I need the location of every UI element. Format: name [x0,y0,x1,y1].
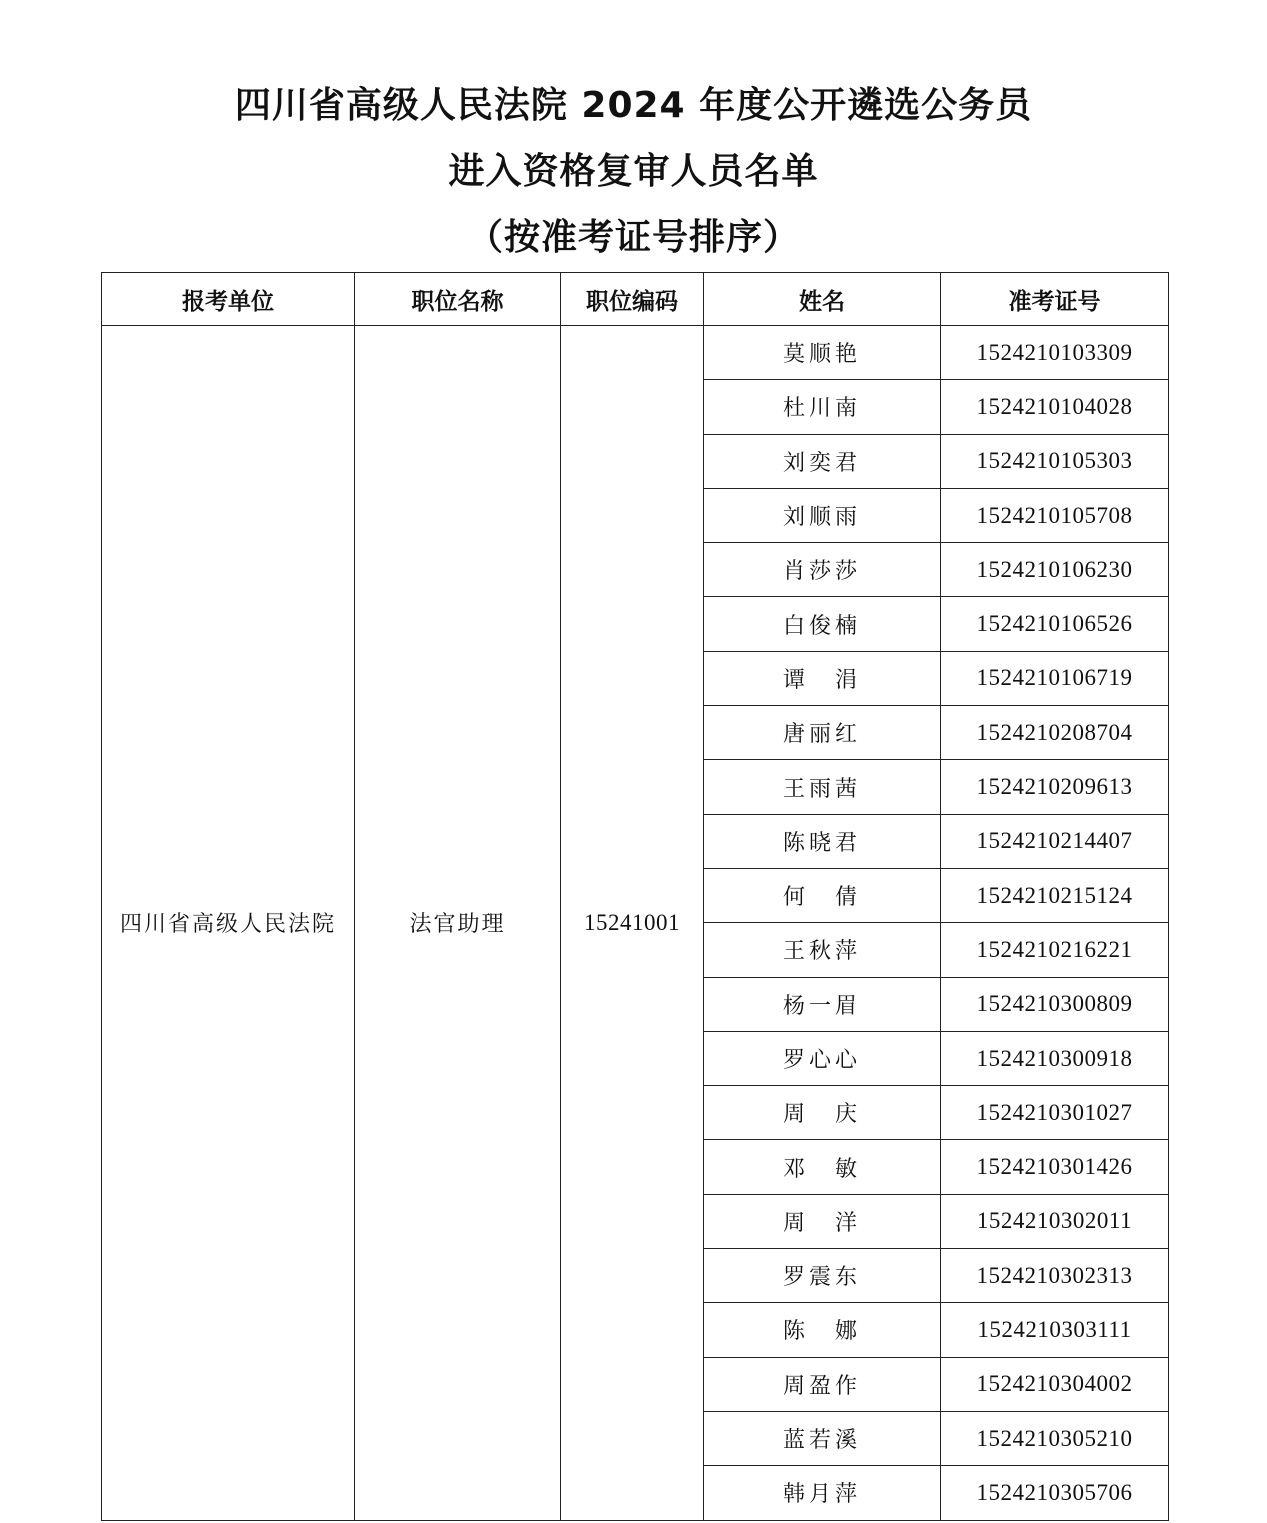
header-ticket: 准考证号 [941,273,1169,326]
header-code: 职位编码 [561,273,704,326]
ticket-number: 1524210104028 [941,380,1169,434]
candidate-name: 周盈作 [704,1357,941,1411]
ticket-number: 1524210105708 [941,488,1169,542]
header-position: 职位名称 [355,273,561,326]
ticket-number: 1524210300918 [941,1031,1169,1085]
table-body [102,326,1169,1521]
document-sort-note: （按准考证号排序） [466,217,800,258]
ticket-number: 1524210305210 [941,1411,1169,1465]
ticket-number: 1524210208704 [941,706,1169,760]
candidate-name: 陈 娜 [704,1303,941,1357]
ticket-number: 1524210305706 [941,1466,1169,1520]
candidate-name: 谭 涓 [704,651,941,705]
candidate-table [101,272,1169,1521]
candidate-name: 韩月萍 [704,1466,941,1520]
ticket-number: 1524210106719 [941,651,1169,705]
candidate-name: 陈晓君 [704,814,941,868]
ticket-number: 1524210301027 [941,1086,1169,1140]
candidate-name: 莫顺艳 [704,326,941,380]
ticket-number: 1524210106230 [941,543,1169,597]
ticket-number: 1524210303111 [941,1303,1169,1357]
ticket-number: 1524210302313 [941,1249,1169,1303]
unit-cell: 四川省高级人民法院 [102,326,355,1521]
ticket-number: 1524210301426 [941,1140,1169,1194]
table-header-row [102,273,1169,326]
ticket-number: 1524210302011 [941,1194,1169,1248]
ticket-number: 1524210103309 [941,326,1169,380]
candidate-name: 蓝若溪 [704,1411,941,1465]
ticket-number: 1524210106526 [941,597,1169,651]
ticket-number: 1524210105303 [941,434,1169,488]
candidate-name: 肖莎莎 [704,543,941,597]
ticket-number: 1524210214407 [941,814,1169,868]
candidate-name: 唐丽红 [704,706,941,760]
table-row [102,326,1169,380]
candidate-name: 白俊楠 [704,597,941,651]
header-unit: 报考单位 [102,273,355,326]
candidate-name: 罗震东 [704,1249,941,1303]
candidate-name: 周 洋 [704,1194,941,1248]
candidate-name: 杜川南 [704,380,941,434]
ticket-number: 1524210304002 [941,1357,1169,1411]
position-cell: 法官助理 [355,326,561,1521]
candidate-name: 邓 敏 [704,1140,941,1194]
candidate-name: 何 倩 [704,868,941,922]
candidate-name: 刘顺雨 [704,488,941,542]
position-code-cell: 15241001 [561,326,704,1521]
document-title: 四川省高级人民法院 2024 年度公开遴选公务员 [234,85,1033,126]
ticket-number: 1524210300809 [941,977,1169,1031]
ticket-number: 1524210209613 [941,760,1169,814]
candidate-name: 杨一眉 [704,977,941,1031]
ticket-number: 1524210216221 [941,923,1169,977]
candidate-name: 周 庆 [704,1086,941,1140]
candidate-name: 刘奕君 [704,434,941,488]
candidate-name: 罗心心 [704,1031,941,1085]
document-subtitle: 进入资格复审人员名单 [448,151,819,192]
candidate-name: 王秋萍 [704,923,941,977]
ticket-number: 1524210215124 [941,868,1169,922]
candidate-name: 王雨茜 [704,760,941,814]
header-name: 姓名 [704,273,941,326]
